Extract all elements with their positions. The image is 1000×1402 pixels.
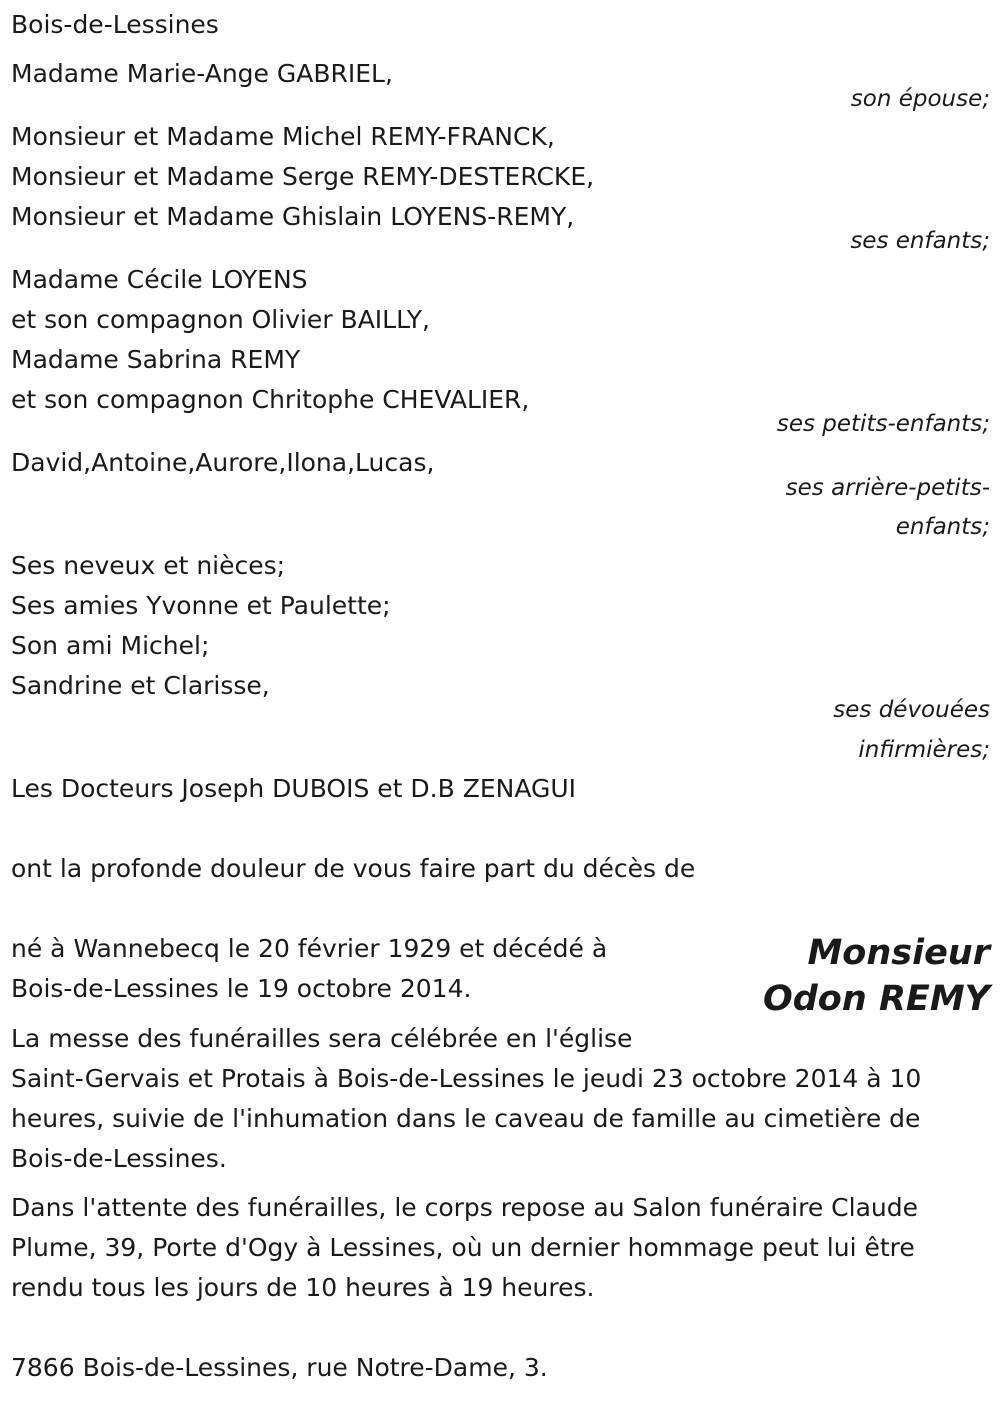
great-grandchildren-role-line-1: ses arrière-petits- <box>785 475 990 501</box>
funeral-line-3: heures, suivie de l'inhumation dans le caveau de famille au cimetière de <box>11 1104 921 1133</box>
address-line: 7866 Bois-de-Lessines, rue Notre-Dame, 3. <box>11 1353 548 1382</box>
viewing-line-1: Dans l'attente des funérailles, le corps repose au Salon funéraire Claude <box>11 1193 918 1222</box>
spouse-name: Madame Marie-Ange GABRIEL, <box>11 59 393 88</box>
grandchildren-role: ses petits-enfants; <box>776 411 990 437</box>
child-name-3: Monsieur et Madame Ghislain LOYENS-REMY, <box>11 202 575 231</box>
deceased-name: Odon REMY <box>763 979 990 1019</box>
relative-name-3: Son ami Michel; <box>11 631 210 660</box>
viewing-line-2: Plume, 39, Porte d'Ogy à Lessines, où un dernier hommage peut lui être <box>11 1233 915 1262</box>
viewing-line-3: rendu tous les jours de 10 heures à 19 heures. <box>11 1273 595 1302</box>
grandchild-name-2: et son compagnon Olivier BAILLY, <box>11 305 430 334</box>
doctors-line: Les Docteurs Joseph DUBOIS et D.B ZENAGUI <box>11 774 577 803</box>
funeral-line-4: Bois-de-Lessines. <box>11 1144 227 1173</box>
child-name-2: Monsieur et Madame Serge REMY-DESTERCKE, <box>11 162 595 191</box>
relative-name-1: Ses neveux et nièces; <box>11 551 286 580</box>
great-grandchildren-names: David,Antoine,Aurore,Ilona,Lucas, <box>11 448 435 477</box>
grandchild-name-3: Madame Sabrina REMY <box>11 345 301 374</box>
announcement-line: ont la profonde douleur de vous faire part du décès de <box>11 854 696 883</box>
spouse-role: son épouse; <box>850 86 990 112</box>
child-name-1: Monsieur et Madame Michel REMY-FRANCK, <box>11 122 555 151</box>
locality-heading: Bois-de-Lessines <box>11 10 219 39</box>
grandchild-name-1: Madame Cécile LOYENS <box>11 265 308 294</box>
birth-death-line-1: né à Wannebecq le 20 février 1929 et décédé à <box>11 934 608 963</box>
funeral-line-2: Saint-Gervais et Protais à Bois-de-Lessines le jeudi 23 octobre 2014 à 10 <box>11 1064 922 1093</box>
relative-name-4: Sandrine et Clarisse, <box>11 671 270 700</box>
nurses-role-line-1: ses dévouées <box>833 697 990 723</box>
grandchild-name-4: et son compagnon Chritophe CHEVALIER, <box>11 385 530 414</box>
great-grandchildren-role-line-2: enfants; <box>895 514 990 540</box>
birth-death-line-2: Bois-de-Lessines le 19 octobre 2014. <box>11 974 472 1003</box>
nurses-role-line-2: infirmières; <box>858 737 990 763</box>
funeral-line-1: La messe des funérailles sera célébrée en l'église <box>11 1024 633 1053</box>
deceased-name-block <box>763 930 990 1022</box>
deceased-title: Monsieur <box>807 933 990 973</box>
relative-name-2: Ses amies Yvonne et Paulette; <box>11 591 391 620</box>
children-role: ses enfants; <box>850 228 990 254</box>
